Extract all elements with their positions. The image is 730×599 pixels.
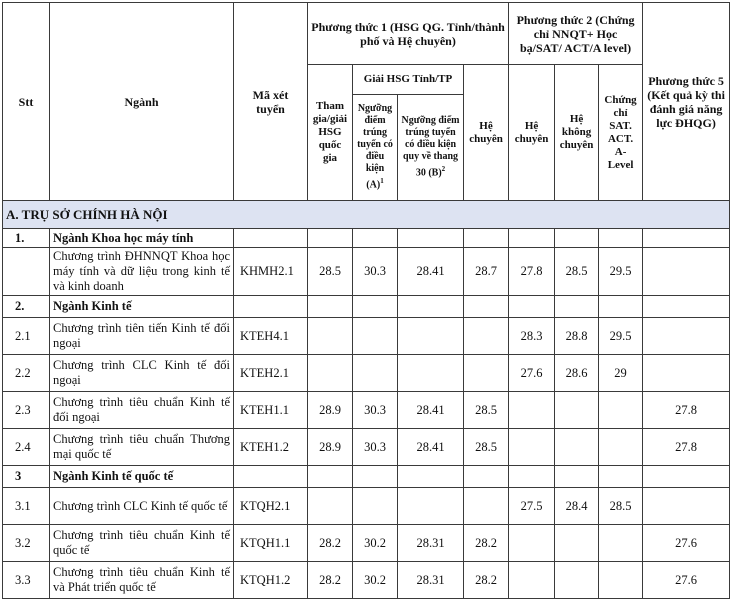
score-cell	[308, 355, 353, 392]
empty-cell	[643, 229, 730, 248]
program-row	[3, 488, 730, 525]
score-cell	[643, 318, 730, 355]
score-cell: 27.6	[509, 355, 555, 392]
score-cell	[555, 525, 599, 562]
program-code: KTEH1.2	[234, 429, 308, 466]
score-cell: 28.5	[308, 248, 353, 296]
score-cell: 30.3	[353, 392, 398, 429]
program-name: Chương trình tiêu chuẩn Kinh tế đối ngoại	[50, 392, 234, 429]
program-row	[3, 318, 730, 355]
empty-cell	[643, 466, 730, 488]
score-cell	[555, 392, 599, 429]
score-cell: 29	[599, 355, 643, 392]
score-cell	[599, 562, 643, 599]
score-cell	[308, 488, 353, 525]
score-cell: 27.6	[643, 525, 730, 562]
score-cell: 28.5	[599, 488, 643, 525]
group-row	[3, 229, 730, 248]
score-cell: 28.5	[464, 392, 509, 429]
header-nguong-a: Ngưỡng điểm trúng tuyển có điều kiện $(A)^1$	[353, 95, 398, 201]
score-cell: 28.5	[555, 248, 599, 296]
empty-cell	[353, 229, 398, 248]
score-cell: 28.6	[555, 355, 599, 392]
empty-cell	[398, 466, 464, 488]
header-pt2-he-chuyen: Hệ chuyên	[509, 65, 555, 201]
program-code: KTQH1.2	[234, 562, 308, 599]
empty-cell	[234, 296, 308, 318]
group-row	[3, 466, 730, 488]
score-cell: 27.6	[643, 562, 730, 599]
row-stt: 3.3	[3, 562, 50, 599]
header-phuong-thuc-1: Phương thức 1 (HSG QG. Tỉnh/thành phố và Hệ chuyên)	[308, 3, 509, 65]
score-cell	[509, 429, 555, 466]
group-name: Ngành Khoa học máy tính	[50, 229, 234, 248]
score-cell	[599, 525, 643, 562]
score-cell: 28.41	[398, 248, 464, 296]
score-cell	[398, 318, 464, 355]
group-row	[3, 296, 730, 318]
score-cell: 28.31	[398, 562, 464, 599]
score-cell: 28.2	[464, 525, 509, 562]
score-cell: 30.2	[353, 525, 398, 562]
program-code: KTEH4.1	[234, 318, 308, 355]
score-cell	[509, 562, 555, 599]
score-cell: 27.8	[643, 429, 730, 466]
program-name: Chương trình tiêu chuẩn Kinh tế và Phát triển quốc tế	[50, 562, 234, 599]
score-cell	[599, 429, 643, 466]
score-cell: 28.9	[308, 392, 353, 429]
empty-cell	[398, 296, 464, 318]
header-chung-chi: Chứng chỉ SAT. ACT. A-Level	[599, 65, 643, 201]
score-cell	[353, 355, 398, 392]
score-cell: 28.41	[398, 392, 464, 429]
program-name: Chương trình CLC Kinh tế đối ngoại	[50, 355, 234, 392]
score-cell	[398, 488, 464, 525]
score-cell	[643, 355, 730, 392]
empty-cell	[555, 296, 599, 318]
program-row	[3, 525, 730, 562]
score-cell	[308, 318, 353, 355]
header-nganh: Ngành	[50, 3, 234, 201]
empty-cell	[353, 296, 398, 318]
score-cell: 28.2	[464, 562, 509, 599]
empty-cell	[308, 296, 353, 318]
header-ma-xet-tuyen: Mã xét tuyển	[234, 3, 308, 201]
header-phuong-thuc-2: Phương thức 2 (Chứng chỉ NNQT+ Học bạ/SAT/ ACT/A level)	[509, 3, 643, 65]
score-cell: 30.2	[353, 562, 398, 599]
score-cell	[509, 392, 555, 429]
row-stt: 3.1	[3, 488, 50, 525]
program-name: Chương trình tiêu chuẩn Thương mại quốc tế	[50, 429, 234, 466]
header-phuong-thuc-5: Phương thức 5 (Kết quả kỳ thi đánh giá năng lực ĐHQG)	[643, 3, 730, 201]
empty-cell	[464, 229, 509, 248]
program-code: KHMH2.1	[234, 248, 308, 296]
score-cell	[353, 488, 398, 525]
score-cell	[509, 525, 555, 562]
score-cell: 28.2	[308, 525, 353, 562]
header-he-khong-chuyen: Hệ không chuyên	[555, 65, 599, 201]
header-nguong-b: Ngưỡng điểm trúng tuyển có điều kiện quy về thang 30 $(B)^2$	[398, 95, 464, 201]
row-stt: 1.	[3, 229, 50, 248]
score-cell: 28.4	[555, 488, 599, 525]
score-cell: 28.31	[398, 525, 464, 562]
empty-cell	[464, 466, 509, 488]
score-cell	[599, 392, 643, 429]
empty-cell	[555, 229, 599, 248]
empty-cell	[599, 466, 643, 488]
program-name: Chương trình tiêu chuẩn Kinh tế quốc tế	[50, 525, 234, 562]
row-stt	[3, 248, 50, 296]
header-tham-gia-hsg: Tham gia/giải HSG quốc gia	[308, 65, 353, 201]
empty-cell	[398, 229, 464, 248]
score-cell	[464, 488, 509, 525]
score-cell	[398, 355, 464, 392]
score-cell	[643, 248, 730, 296]
empty-cell	[308, 229, 353, 248]
program-code: KTEH2.1	[234, 355, 308, 392]
score-cell: 28.41	[398, 429, 464, 466]
row-stt: 2.4	[3, 429, 50, 466]
group-name: Ngành Kinh tế quốc tế	[50, 466, 234, 488]
empty-cell	[599, 296, 643, 318]
empty-cell	[555, 466, 599, 488]
score-cell: 29.5	[599, 248, 643, 296]
score-cell: 28.2	[308, 562, 353, 599]
row-stt: 3	[3, 466, 50, 488]
header-giai-hsg-tinh: Giải HSG Tỉnh/TP	[353, 65, 464, 95]
score-cell: 30.3	[353, 248, 398, 296]
program-row	[3, 392, 730, 429]
footnote-1: 1	[380, 177, 384, 186]
score-cell: 28.8	[555, 318, 599, 355]
row-stt: 2.3	[3, 392, 50, 429]
program-name: Chương trình tiên tiến Kinh tế đối ngoại	[50, 318, 234, 355]
footnote-2: 2	[441, 165, 446, 174]
score-cell: 27.8	[509, 248, 555, 296]
empty-cell	[643, 296, 730, 318]
score-cell	[353, 318, 398, 355]
program-row	[3, 429, 730, 466]
empty-cell	[509, 296, 555, 318]
score-cell: 28.9	[308, 429, 353, 466]
score-cell: 28.5	[464, 429, 509, 466]
row-stt: 2.	[3, 296, 50, 318]
row-stt: 2.1	[3, 318, 50, 355]
empty-cell	[234, 466, 308, 488]
program-row	[3, 355, 730, 392]
score-cell: 27.5	[509, 488, 555, 525]
program-name: Chương trình ĐHNNQT Khoa học máy tính và dữ liệu trong kinh tế và kinh doanh	[50, 248, 234, 296]
score-cell: 29.5	[599, 318, 643, 355]
score-cell: 28.7	[464, 248, 509, 296]
header-he-chuyen: Hệ chuyên	[464, 65, 509, 201]
program-row	[3, 562, 730, 599]
empty-cell	[308, 466, 353, 488]
program-code: KTQH1.1	[234, 525, 308, 562]
program-code: KTEH1.1	[234, 392, 308, 429]
admission-score-table	[2, 2, 730, 599]
section-title: A. TRỤ SỞ CHÍNH HÀ NỘI	[3, 201, 730, 229]
empty-cell	[464, 296, 509, 318]
row-stt: 3.2	[3, 525, 50, 562]
empty-cell	[599, 229, 643, 248]
empty-cell	[234, 229, 308, 248]
program-name: Chương trình CLC Kinh tế quốc tế	[50, 488, 234, 525]
score-cell	[643, 488, 730, 525]
row-stt: 2.2	[3, 355, 50, 392]
score-cell	[555, 429, 599, 466]
empty-cell	[509, 229, 555, 248]
score-cell	[464, 355, 509, 392]
score-cell	[464, 318, 509, 355]
program-code: KTQH2.1	[234, 488, 308, 525]
score-cell: 30.3	[353, 429, 398, 466]
score-cell: 28.3	[509, 318, 555, 355]
header-stt: Stt	[3, 3, 50, 201]
score-cell	[555, 562, 599, 599]
score-cell: 27.8	[643, 392, 730, 429]
program-row	[3, 248, 730, 296]
group-name: Ngành Kinh tế	[50, 296, 234, 318]
empty-cell	[353, 466, 398, 488]
empty-cell	[509, 466, 555, 488]
